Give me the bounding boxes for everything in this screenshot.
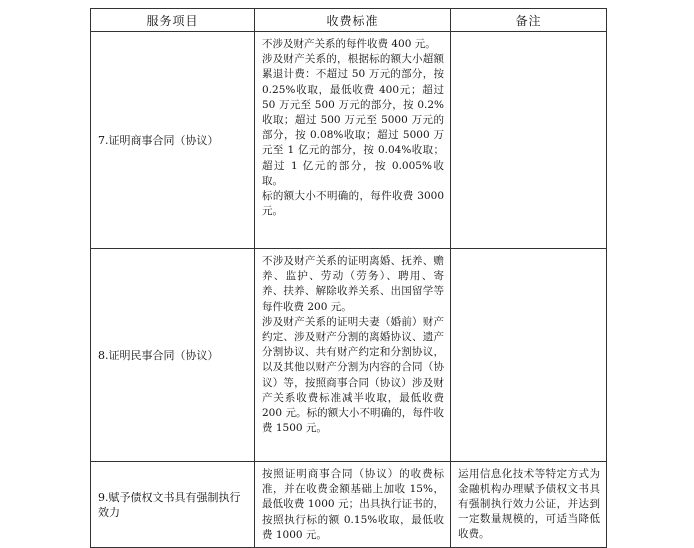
remarks-cell	[451, 32, 607, 249]
remarks-cell: 运用信息化技术等特定方式为金融机构办理赋予债权文书具有强制执行效力公证，并达到一定数量规模的，可适当降低收费。	[451, 462, 607, 548]
table-row	[91, 32, 607, 249]
fee-paragraph: 涉及财产关系的，根据标的额大小超额累退计费：不超过 50 万元的部分，按 0.25%收取，最低收费 400元；超过 50 万元至 500 万元的部分，按 0.2%收取；超过 500 万元至 5000 万元的部分，按 0.08%收取；超过 5000 万元至 1 亿元的部分，按 0.04%收取；超过 1 亿元的部分，按 0.005%收取。	[262, 53, 444, 187]
fee-paragraph: 涉及财产关系的证明夫妻（婚前）财产约定、涉及财产分割的离婚协议、遗产分割协议、共有财产约定和分割协议，以及其他以财产分割为内容的合同（协议）等，按照商事合同（协议）涉及财产关系收费标准减半收取，最低收费 200 元。标的额大小不明确的，每件收费 1500 元。	[262, 315, 444, 435]
fee-paragraph: 标的额大小不明确的，每件收费 3000元。	[262, 190, 444, 218]
service-item-cell: 8.证明民事合同（协议）	[91, 249, 255, 462]
service-item-cell: 9.赋予债权文书具有强制执行效力	[91, 462, 255, 548]
table-row	[91, 249, 607, 462]
fee-standard-table	[90, 8, 607, 548]
fee-standard-cell	[255, 462, 451, 548]
service-item-cell: 7.证明商事合同（协议）	[91, 32, 255, 249]
fee-standard-cell	[255, 32, 451, 249]
header-remarks: 备注	[451, 9, 607, 32]
header-row	[91, 9, 607, 32]
fee-paragraph: 不涉及财产关系的每件收费 400 元。	[262, 38, 436, 50]
table-row	[91, 462, 607, 548]
fee-standard-cell	[255, 249, 451, 462]
fee-paragraph: 不涉及财产关系的证明离婚、抚养、赡养、监护、劳动（劳务）、聘用、寄养、扶养、解除收养关系、出国留学等每件收费 200 元。	[262, 255, 444, 313]
header-fee-standard: 收费标准	[255, 9, 451, 32]
fee-paragraph: 按照证明商事合同（协议）的收费标准，并在收费金额基础上加收 15%，最低收费 1000 元；出具执行证书的，按照执行标的额 0.15%收取，最低收费 1000 元。	[262, 468, 444, 541]
remarks-cell	[451, 249, 607, 462]
header-service-item: 服务项目	[91, 9, 255, 32]
